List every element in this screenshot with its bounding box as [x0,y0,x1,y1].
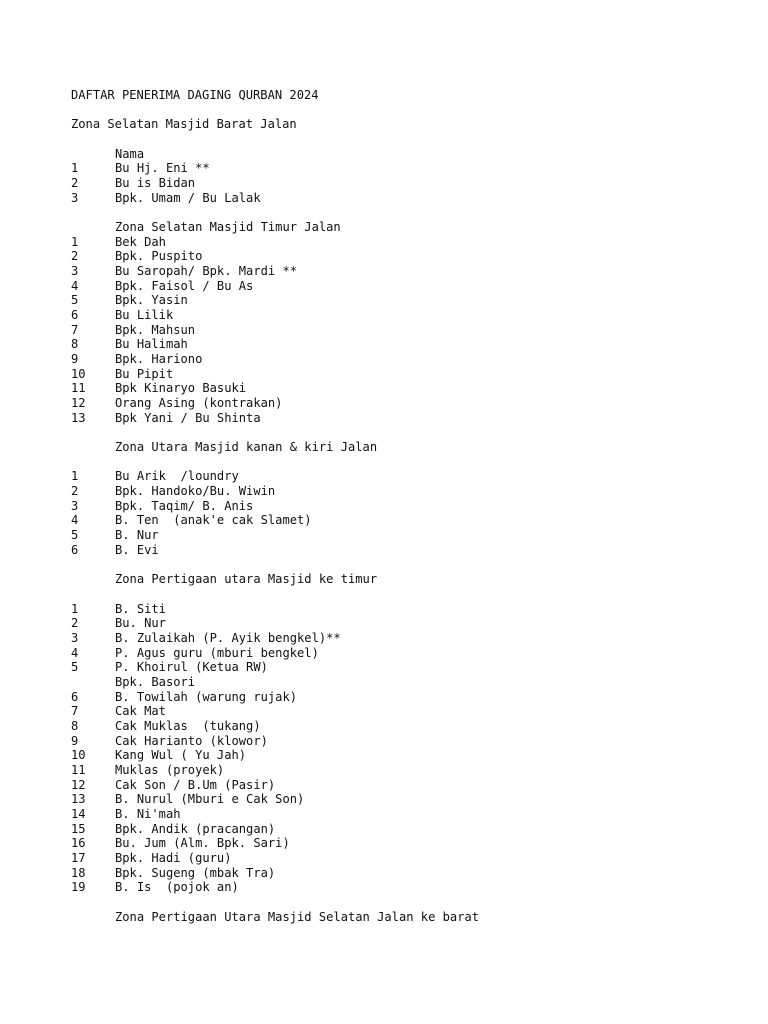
list-item [71,367,751,382]
list-item [71,675,751,690]
recipient-name: Bu Lilik [115,308,174,323]
item-number: 6 [71,308,79,323]
spacer [71,895,751,910]
recipient-name: Bpk. Sugeng (mbak Tra) [115,865,276,880]
list-item [71,807,751,822]
list-item [71,264,751,279]
zone-heading-line [71,910,751,925]
recipient-name: B. Nurul (Mburi e Cak Son) [115,792,305,807]
zone-heading: Zona Pertigaan utara Masjid ke timur [115,572,378,587]
item-number: 15 [71,821,86,836]
item-number: 13 [71,792,86,807]
item-number: 2 [71,176,79,191]
recipient-name: Bpk Yani / Bu Shinta [115,410,261,425]
item-number: 7 [71,322,79,337]
item-number: 1 [71,161,79,176]
recipient-name: Kang Wul ( Yu Jah) [115,748,247,763]
document-page [71,88,751,924]
recipient-name: B. Evi [115,542,159,557]
list-item [71,279,751,294]
recipient-name: Bpk. Basori [115,674,196,689]
list-item [71,660,751,675]
recipient-name: P. Khoirul (Ketua RW) [115,660,268,675]
item-number: 4 [71,513,79,528]
spacer [71,425,751,440]
list-item [71,631,751,646]
item-number: 1 [71,469,79,484]
recipient-name: B. Ten (anak'e cak Slamet) [115,513,312,528]
document-title-line [71,88,751,103]
item-number: 3 [71,630,79,645]
column-header-line [71,147,751,162]
list-item [71,704,751,719]
item-number: 13 [71,410,86,425]
list-item [71,646,751,661]
spacer [71,205,751,220]
item-number: 2 [71,249,79,264]
recipient-name: Bu. Nur [115,616,166,631]
recipient-name: Bpk. Handoko/Bu. Wiwin [115,484,276,499]
list-item [71,176,751,191]
recipient-list [71,161,751,205]
recipient-name: B. Is (pojok an) [115,880,239,895]
list-item [71,161,751,176]
zone-heading-line [71,117,751,132]
recipient-name: Muklas (proyek) [115,762,225,777]
recipient-name: Cak Mat [115,704,166,719]
recipient-name: B. Siti [115,601,166,616]
item-number: 3 [71,498,79,513]
column-header-nama: Nama [115,146,145,161]
item-number: 2 [71,616,79,631]
list-item [71,778,751,793]
list-item [71,396,751,411]
recipient-name: Bu is Bidan [115,176,196,191]
list-item [71,528,751,543]
spacer [71,132,751,147]
list-item [71,469,751,484]
list-item [71,235,751,250]
recipient-name: Bu. Jum (Alm. Bpk. Sari) [115,836,290,851]
item-number: 1 [71,234,79,249]
list-item [71,763,751,778]
item-number: 5 [71,293,79,308]
zone-heading-line [71,220,751,235]
zone-heading: Zona Utara Masjid kanan & kiri Jalan [115,440,378,455]
item-number: 2 [71,484,79,499]
recipient-name: P. Agus guru (mburi bengkel) [115,645,319,660]
list-item [71,851,751,866]
item-number: 12 [71,396,86,411]
list-item [71,792,751,807]
recipient-list [71,469,751,557]
list-item [71,748,751,763]
item-number: 19 [71,880,86,895]
recipient-name: B. Ni'mah [115,806,181,821]
item-number: 4 [71,278,79,293]
item-number: 10 [71,748,86,763]
spacer [71,558,751,573]
recipient-name: Bpk Kinaryo Basuki [115,381,247,396]
zone-heading-line [71,440,751,455]
item-number: 8 [71,337,79,352]
item-number: 18 [71,865,86,880]
item-number: 3 [71,190,79,205]
list-item [71,734,751,749]
recipient-name: B. Zulaikah (P. Ayik bengkel)** [115,630,341,645]
item-number: 14 [71,806,86,821]
list-item [71,191,751,206]
document-title: DAFTAR PENERIMA DAGING QURBAN 2024 [71,88,319,102]
recipient-name: Bu Halimah [115,337,188,352]
recipient-name: Bek Dah [115,234,166,249]
recipient-name: Bu Pipit [115,366,174,381]
item-number: 4 [71,645,79,660]
list-item [71,602,751,617]
zone-heading-line [71,572,751,587]
recipient-name: Bpk. Puspito [115,249,203,264]
item-number: 6 [71,689,79,704]
list-item [71,690,751,705]
item-number: 1 [71,601,79,616]
zone-heading: Zona Selatan Masjid Timur Jalan [115,220,341,235]
list-item [71,249,751,264]
list-item [71,543,751,558]
recipient-name: Cak Muklas (tukang) [115,718,261,733]
list-item [71,323,751,338]
item-number: 9 [71,733,79,748]
list-item [71,411,751,426]
recipient-name: Bu Saropah/ Bpk. Mardi ** [115,264,298,279]
recipient-name: Cak Harianto (klowor) [115,733,268,748]
item-number: 11 [71,762,86,777]
list-item [71,616,751,631]
item-number: 9 [71,352,79,367]
zone-heading: Zona Selatan Masjid Barat Jalan [71,117,297,132]
list-item [71,822,751,837]
item-number: 5 [71,660,79,675]
recipient-list [71,235,751,426]
spacer [71,587,751,602]
list-item [71,513,751,528]
list-item [71,484,751,499]
item-number: 5 [71,528,79,543]
recipient-name: Bpk. Mahsun [115,322,196,337]
item-number: 6 [71,542,79,557]
list-item [71,381,751,396]
list-item [71,719,751,734]
recipient-name: Bpk. Hadi (guru) [115,850,232,865]
recipient-name: Bpk. Faisol / Bu As [115,278,254,293]
recipient-name: B. Nur [115,528,159,543]
list-item [71,499,751,514]
recipient-name: B. Towilah (warung rujak) [115,689,298,704]
recipient-name: Bu Hj. Eni ** [115,161,210,176]
recipient-name: Bu Arik /loundry [115,469,239,484]
item-number: 11 [71,381,86,396]
list-item [71,308,751,323]
item-number: 12 [71,777,86,792]
recipient-list [71,602,751,895]
item-number: 17 [71,850,86,865]
recipient-name: Bpk. Taqim/ B. Anis [115,498,254,513]
recipient-name: Bpk. Umam / Bu Lalak [115,190,261,205]
zone-heading: Zona Pertigaan Utara Masjid Selatan Jalan ke barat [115,909,480,924]
spacer [71,103,751,118]
recipient-name: Cak Son / B.Um (Pasir) [115,777,276,792]
list-item [71,836,751,851]
list-item [71,352,751,367]
list-item [71,866,751,881]
recipient-name: Orang Asing (kontrakan) [115,396,283,411]
list-item [71,337,751,352]
recipient-name: Bpk. Hariono [115,352,203,367]
recipient-name: Bpk. Andik (pracangan) [115,821,276,836]
spacer [71,455,751,470]
list-item [71,293,751,308]
recipient-name: Bpk. Yasin [115,293,188,308]
list-item [71,880,751,895]
item-number: 3 [71,264,79,279]
item-number: 7 [71,704,79,719]
item-number: 8 [71,718,79,733]
item-number: 10 [71,366,86,381]
item-number: 16 [71,836,86,851]
